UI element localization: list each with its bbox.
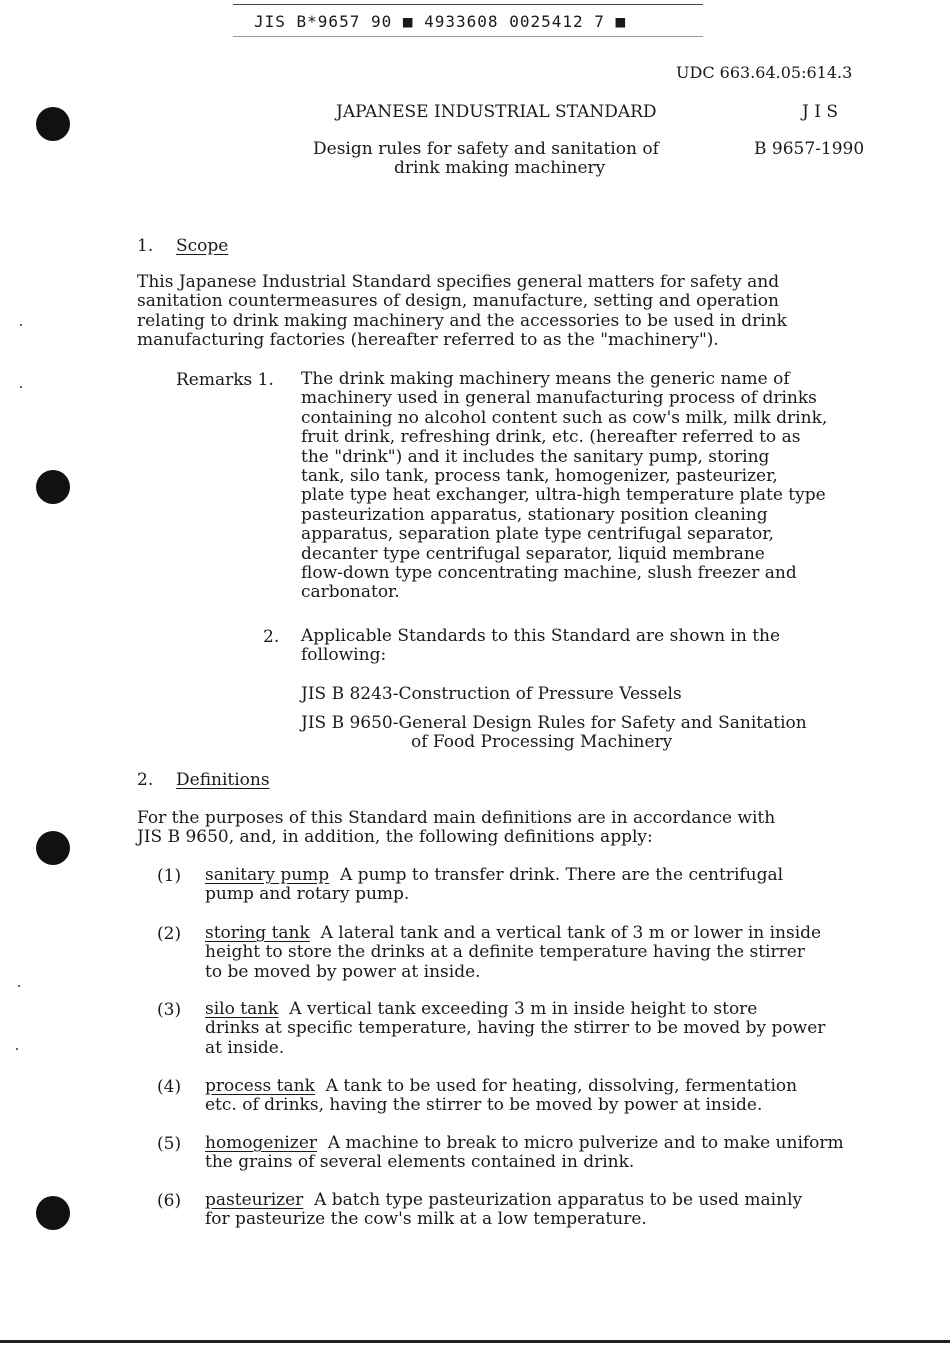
scan-speck — [16, 1048, 18, 1050]
definition-continuation: pump and rotary pump. — [205, 884, 410, 905]
reference-standard-2: JIS B 9650-General Design Rules for Safety and Sanitation — [301, 713, 807, 733]
binder-hole-2 — [36, 470, 70, 504]
scan-speck — [20, 324, 22, 326]
udc-code: UDC 663.64.05:614.3 — [676, 63, 853, 82]
definition-continuation: drinks at specific temperature, having the stirrer to be moved by power at inside. — [205, 1018, 826, 1058]
definition-first-line — [205, 1191, 802, 1210]
definition-text: A machine to break to micro pulverize and to make uniform — [327, 1133, 844, 1153]
definition-first-line — [205, 866, 783, 885]
definition-text: A pump to transfer drink. There are the centrifugal — [340, 865, 784, 885]
definition-continuation: for pasteurize the cow's milk at a low temperature. — [205, 1209, 647, 1230]
definition-first-line — [205, 924, 821, 943]
reference-standard-1: JIS B 8243-Construction of Pressure Vessels — [301, 684, 682, 704]
reference-standard-2-cont: of Food Processing Machinery — [411, 732, 673, 752]
binder-hole-3 — [36, 831, 70, 865]
binder-hole-1 — [36, 107, 70, 141]
catalog-top-rule — [233, 4, 703, 5]
definition-continuation: height to store the drinks at a definite temperature having the stirrer to be moved by power at inside. — [205, 942, 805, 982]
catalog-line: JIS B*9657 90 ■ 4933608 0025412 7 ■ — [254, 12, 627, 31]
standard-type: JAPANESE INDUSTRIAL STANDARD — [336, 102, 657, 122]
definition-term: homogenizer — [205, 1133, 318, 1153]
document-title-line-1: Design rules for safety and sanitation of — [313, 139, 659, 159]
section-2-number: 2. — [137, 770, 154, 790]
definition-number: (3) — [157, 1000, 182, 1020]
definitions-intro: For the purposes of this Standard main definitions are in accordance with JIS B 9650, and, in addition, the following definitions apply: — [137, 808, 776, 848]
definition-continuation: the grains of several elements contained in drink. — [205, 1152, 635, 1173]
definition-term: pasteurizer — [205, 1190, 304, 1210]
remark-1-text: The drink making machinery means the generic name of machinery used in general manufacturing process of drinks containing no alcohol content such as cow's milk, milk drink, fruit drink, refreshing drink, etc. (hereafter referred to as the "drink") and it includes the sanitary pump, storing tank, silo tank, process tank, homogenizer, pasteurizer, plate type heat exchanger, ultra-high temperature plate type pasteurization apparatus, stationary position cleaning apparatus, separation plate type centrifugal separator, decanter type centrifugal separator, liquid membrane flow-down type concentrating machine, slush freezer and carbonator. — [301, 369, 828, 603]
definition-text: A tank to be used for heating, dissolving, fermentation — [325, 1076, 798, 1096]
definition-text: A lateral tank and a vertical tank of 3 m or lower in inside — [320, 923, 822, 943]
standard-number: B 9657-1990 — [754, 139, 865, 159]
section-1-number: 1. — [137, 236, 154, 256]
definition-number: (5) — [157, 1134, 182, 1154]
definition-first-line — [205, 1134, 844, 1153]
definition-text: A vertical tank exceeding 3 m in inside height to store — [289, 999, 758, 1019]
definition-number: (4) — [157, 1077, 182, 1097]
definition-term: process tank — [205, 1076, 315, 1096]
scope-paragraph: This Japanese Industrial Standard specifies general matters for safety and sanitation countermeasures of design, manufacture, setting and operation relating to drink making machinery and the accessories to be used in drink manufacturing factories (hereafter referred to as the "machinery"). — [137, 272, 787, 351]
jis-mark: J I S — [802, 102, 838, 122]
definition-first-line — [205, 1077, 797, 1096]
document-title-line-2: drink making machinery — [394, 158, 606, 178]
scan-speck — [18, 985, 20, 987]
definition-first-line — [205, 1000, 757, 1019]
definition-term: sanitary pump — [205, 865, 330, 885]
remarks-label: Remarks 1. — [176, 370, 274, 390]
remark-2-label: 2. — [263, 627, 280, 647]
definition-number: (6) — [157, 1191, 182, 1211]
definition-term: storing tank — [205, 923, 310, 943]
section-1-heading: Scope — [176, 236, 229, 256]
binder-hole-4 — [36, 1196, 70, 1230]
definition-number: (1) — [157, 866, 182, 886]
definition-text: A batch type pasteurization apparatus to be used mainly — [314, 1190, 803, 1210]
definition-number: (2) — [157, 924, 182, 944]
definition-term: silo tank — [205, 999, 279, 1019]
remark-2-text: Applicable Standards to this Standard are shown in the following: — [301, 626, 781, 666]
page-bottom-rule — [0, 1340, 950, 1343]
definition-continuation: etc. of drinks, having the stirrer to be moved by power at inside. — [205, 1095, 763, 1116]
section-2-heading: Definitions — [176, 770, 270, 790]
catalog-bottom-rule — [233, 36, 703, 37]
scan-speck — [20, 386, 22, 388]
